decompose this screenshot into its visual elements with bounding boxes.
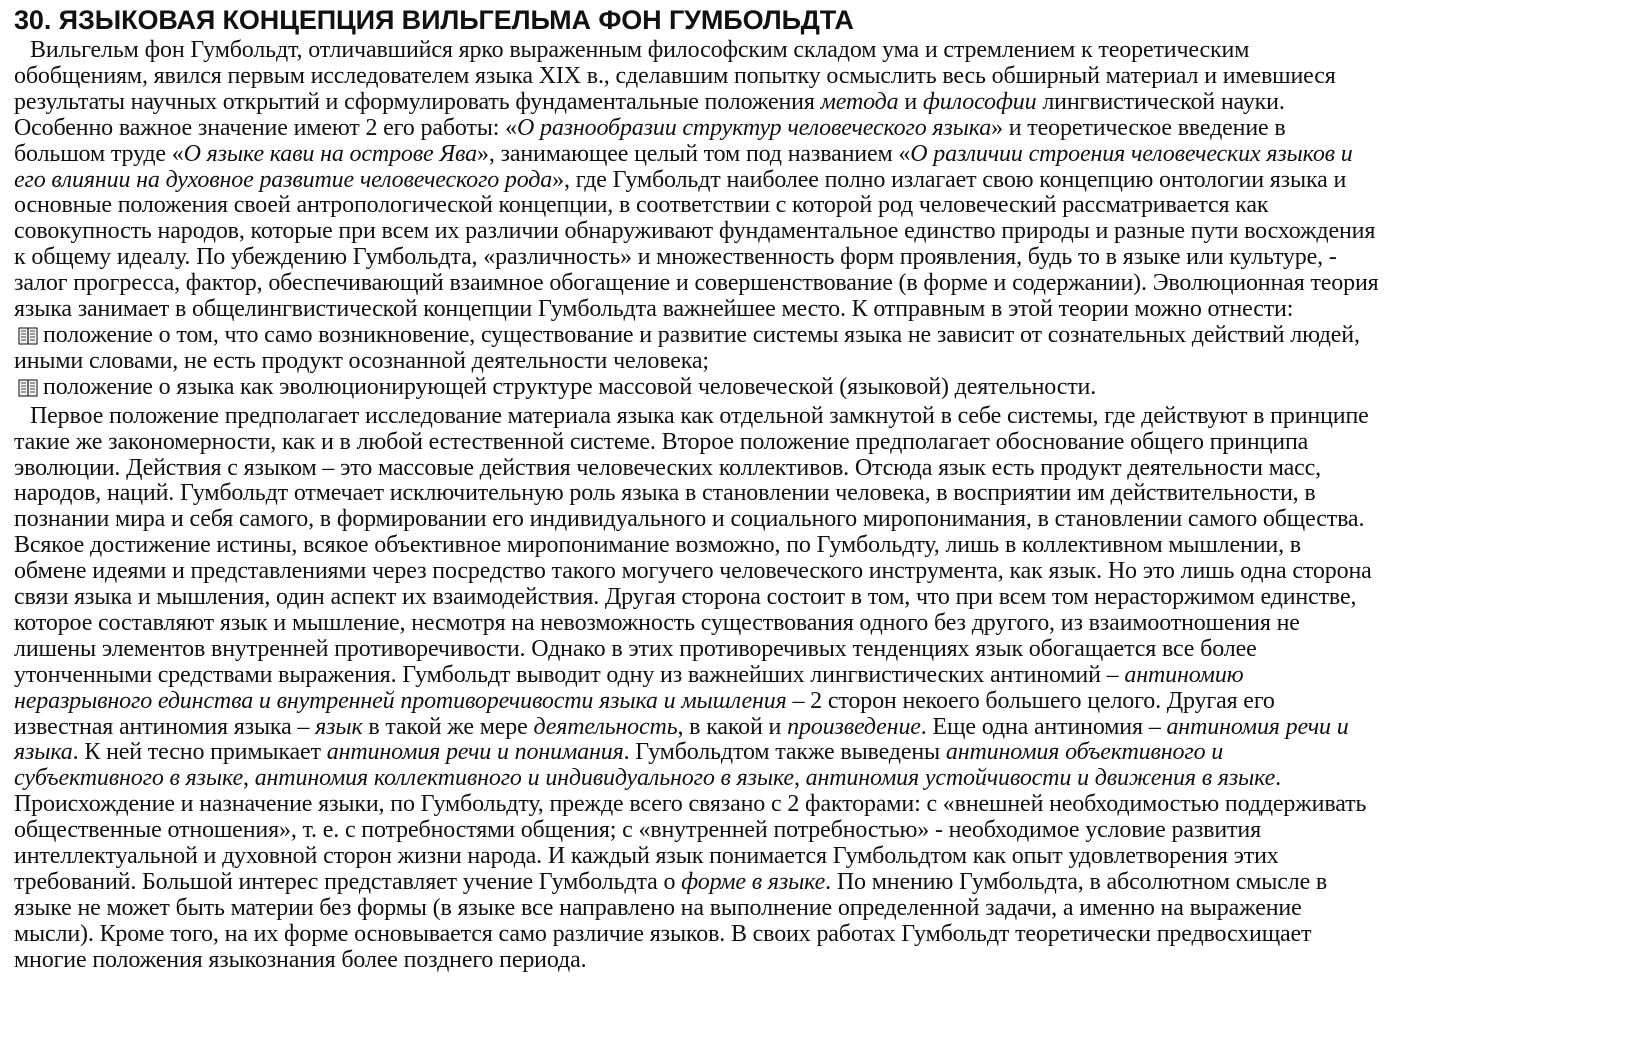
text-run: Особенно важное значение имеют 2 его работы: « xyxy=(14,114,517,141)
text-run: лишены элементов внутренней противоречивости. Однако в этих противоречивых тенденциях язык обогащается все более xyxy=(14,635,1257,662)
text-run: такие же закономерности, как и в любой естественной системе. Второе положение предполагает обоснование общего принципа xyxy=(14,428,1309,455)
text-run: Происхождение и назначение языки, по Гумбольдту, прежде всего связано с 2 факторами: с «внешней необходимостью поддерживать xyxy=(14,791,1367,818)
italic-text: О языке кави на острове Ява xyxy=(183,140,477,167)
text-line xyxy=(14,870,1636,896)
text-line xyxy=(14,168,1636,194)
book-icon xyxy=(18,378,38,398)
text-line xyxy=(14,481,1636,507)
text-run: – 2 сторон некоего большего целого. Другая его xyxy=(786,687,1275,714)
text-line xyxy=(14,844,1636,870)
text-line xyxy=(14,611,1636,637)
text-line xyxy=(14,922,1636,948)
text-line xyxy=(14,507,1636,533)
italic-text: философии xyxy=(922,88,1037,115)
text-line xyxy=(14,948,1636,974)
text-line xyxy=(14,245,1636,271)
text-run: . К ней тесно примыкает xyxy=(72,739,327,766)
text-run: » и теоретическое введение в xyxy=(991,114,1286,141)
list-item xyxy=(14,375,1636,401)
italic-text: произведение xyxy=(787,713,921,740)
main-paragraph xyxy=(14,404,1636,974)
text-line xyxy=(14,90,1636,116)
text-run: общественные отношения», т. е. с потребностями общения; с «внутренней потребностью» - необходимое условие развития xyxy=(14,817,1261,844)
italic-text: форме в языке xyxy=(681,869,826,895)
text-line xyxy=(14,323,1636,349)
text-run: к общему идеалу. По убеждению Гумбольдта, «различность» и множественность форм проявления, будь то в языке или культуре, - xyxy=(14,244,1337,271)
italic-text: антиномия речи и xyxy=(1166,713,1349,740)
text-run: обобщениям, явился первым исследователем языка XIX в., сделавшим попытку осмыслить весь обширный материал и имевшиеся xyxy=(14,62,1336,89)
text-line xyxy=(14,38,1636,64)
italic-text: метода xyxy=(820,88,899,115)
text-run: , xyxy=(242,765,255,792)
text-line xyxy=(14,689,1636,715)
italic-text: антиномия устойчивости и движения в языке xyxy=(805,765,1276,792)
text-run: многие положения языкознания более позднего периода. xyxy=(14,946,587,973)
text-line xyxy=(14,430,1636,456)
italic-text: деятельность xyxy=(533,713,678,740)
text-run: которое составляют язык и мышление, несмотря на невозможность существования одного без другого, из взаимоотношения не xyxy=(14,609,1300,636)
italic-text: неразрывного единства и внутренней противоречивости языка и мышления xyxy=(14,687,787,714)
text-run: . Еще одна антиномия – xyxy=(920,713,1167,740)
text-run: », занимающее целый том под названием « xyxy=(476,140,911,167)
text-run: лингвистической науки. xyxy=(1036,88,1285,115)
text-line xyxy=(14,297,1636,323)
text-run: большом труде « xyxy=(14,140,184,167)
text-line xyxy=(14,349,1636,375)
list-item-text: положение о том, что само возникновение, существование и развитие системы языка не зависит от сознательных действий людей, xyxy=(43,321,1360,348)
text-line xyxy=(14,116,1636,142)
text-line xyxy=(14,896,1636,922)
text-run: требований. Большой интерес представляет учение Гумбольдта о xyxy=(14,869,682,895)
text-line xyxy=(14,64,1636,90)
text-line xyxy=(14,740,1636,766)
text-run: обмене идеями и представлениями через посредство такого могучего человеческого инструмента, как язык. Но это лишь одна сторона xyxy=(14,558,1372,585)
list-item-text: иными словами, не есть продукт осознанной деятельности человека; xyxy=(14,347,709,374)
text-run: основные положения своей антропологической концепции, в соответствии с которой род человеческий рассматривается как xyxy=(14,192,1269,219)
text-run: результаты научных открытий и сформулировать фундаментальные положения xyxy=(14,88,821,115)
text-line xyxy=(14,766,1636,792)
text-line xyxy=(14,585,1636,611)
text-run: известная антиномия языка – xyxy=(14,713,316,740)
text-run: народов, наций. Гумбольдт отмечает исключительную роль языка в становлении человека, в восприятии им действительности, в xyxy=(14,480,1316,507)
list-item-text: положение о языка как эволюционирующей структуре массовой человеческой (языковой) деятельности. xyxy=(43,373,1097,400)
italic-text: языка xyxy=(14,739,73,766)
intro-paragraph xyxy=(14,38,1636,323)
text-line xyxy=(14,637,1636,663)
text-line xyxy=(14,559,1636,585)
text-run: утонченными средствами выражения. Гумбольдт выводит одну из важнейших лингвистических антиномий – xyxy=(14,661,1125,688)
text-run: », где Гумбольдт наиболее полно излагает свою концепцию онтологии языка и xyxy=(552,166,1347,193)
text-line xyxy=(14,456,1636,482)
italic-text: антиномия коллективного и индивидуального в языке xyxy=(254,765,794,792)
text-run: языка занимает в общелингвистической концепции Гумбольдта важнейшее место. К отправным в этой теории можно отнести: xyxy=(14,296,1294,323)
bullet-list xyxy=(14,323,1636,401)
text-run: и xyxy=(898,88,923,115)
italic-text: антиномия объективного и xyxy=(945,739,1224,766)
text-run: языке не может быть материи без формы (в языке все направлено на выполнение определенной задачи, а именно на выражение xyxy=(14,894,1302,921)
text-run: Первое положение предполагает исследование материала языка как отдельной замкнутой в себе системы, где действуют в принципе xyxy=(30,402,1369,429)
text-run: , xyxy=(793,765,806,792)
text-line xyxy=(14,715,1636,741)
text-line xyxy=(14,818,1636,844)
text-line xyxy=(14,375,1636,401)
list-item xyxy=(14,323,1636,375)
book-icon xyxy=(18,326,38,346)
text-run: . По мнению Гумбольдта, в абсолютном смысле в xyxy=(825,869,1328,895)
text-line xyxy=(14,271,1636,297)
text-run: . xyxy=(1275,765,1281,792)
text-run: познании мира и себя самого, в формировании его индивидуального и социального миропонимания, в становлении самого общества. xyxy=(14,506,1365,533)
italic-text: антиномию xyxy=(1124,661,1244,688)
text-line xyxy=(14,219,1636,245)
text-run: интеллектуальной и духовной сторон жизни народа. И каждый язык понимается Гумбольдтом как опыт удовлетворения этих xyxy=(14,843,1279,870)
text-run: совокупность народов, которые при всем их различии обнаруживают фундаментальное единство природы и разные пути восхождения xyxy=(14,218,1376,245)
text-run: мысли). Кроме того, на их форме основывается само различие языков. В своих работах Гумбольдт теоретически предвосхищает xyxy=(14,920,1312,947)
text-line xyxy=(14,193,1636,219)
text-run: , в какой и xyxy=(677,713,788,740)
page-title: 30. ЯЗЫКОВАЯ КОНЦЕПЦИЯ ВИЛЬГЕЛЬМА ФОН ГУМБОЛЬДТА xyxy=(14,5,854,35)
italic-text: язык xyxy=(315,713,363,740)
text-line xyxy=(14,533,1636,559)
text-run: эволюции. Действия с языком – это массовые действия человеческих коллективов. Отсюда язык есть продукт деятельности масс, xyxy=(14,454,1321,481)
text-run: Всякое достижение истины, всякое объективное миропонимание возможно, по Гумбольдту, лишь в коллективном мышлении, в xyxy=(14,532,1301,559)
text-line xyxy=(14,142,1636,168)
italic-text: О разнообразии структур человеческого языка xyxy=(516,114,992,141)
text-line xyxy=(14,663,1636,689)
text-line xyxy=(14,792,1636,818)
text-run: Вильгельм фон Гумбольдт, отличавшийся ярко выраженным философским складом ума и стремлением к теоретическим xyxy=(30,37,1250,63)
text-run: связи языка и мышления, один аспект их взаимодействия. Другая сторона состоит в том, что при всем том нерасторжимом единстве, xyxy=(14,584,1357,611)
italic-text: его влиянии на духовное развитие человеческого рода xyxy=(14,166,553,193)
italic-text: антиномия речи и понимания xyxy=(326,739,624,766)
text-line xyxy=(14,404,1636,430)
italic-text: О различии строения человеческих языков и xyxy=(910,140,1353,167)
text-run: . Гумбольдтом также выведены xyxy=(623,739,946,766)
text-run: залог прогресса, фактор, обеспечивающий взаимное обогащение и совершенствование (в форме и содержании). Эволюционная теория xyxy=(14,270,1379,297)
text-run: в такой же мере xyxy=(362,713,534,740)
italic-text: субъективного в языке xyxy=(14,765,243,792)
